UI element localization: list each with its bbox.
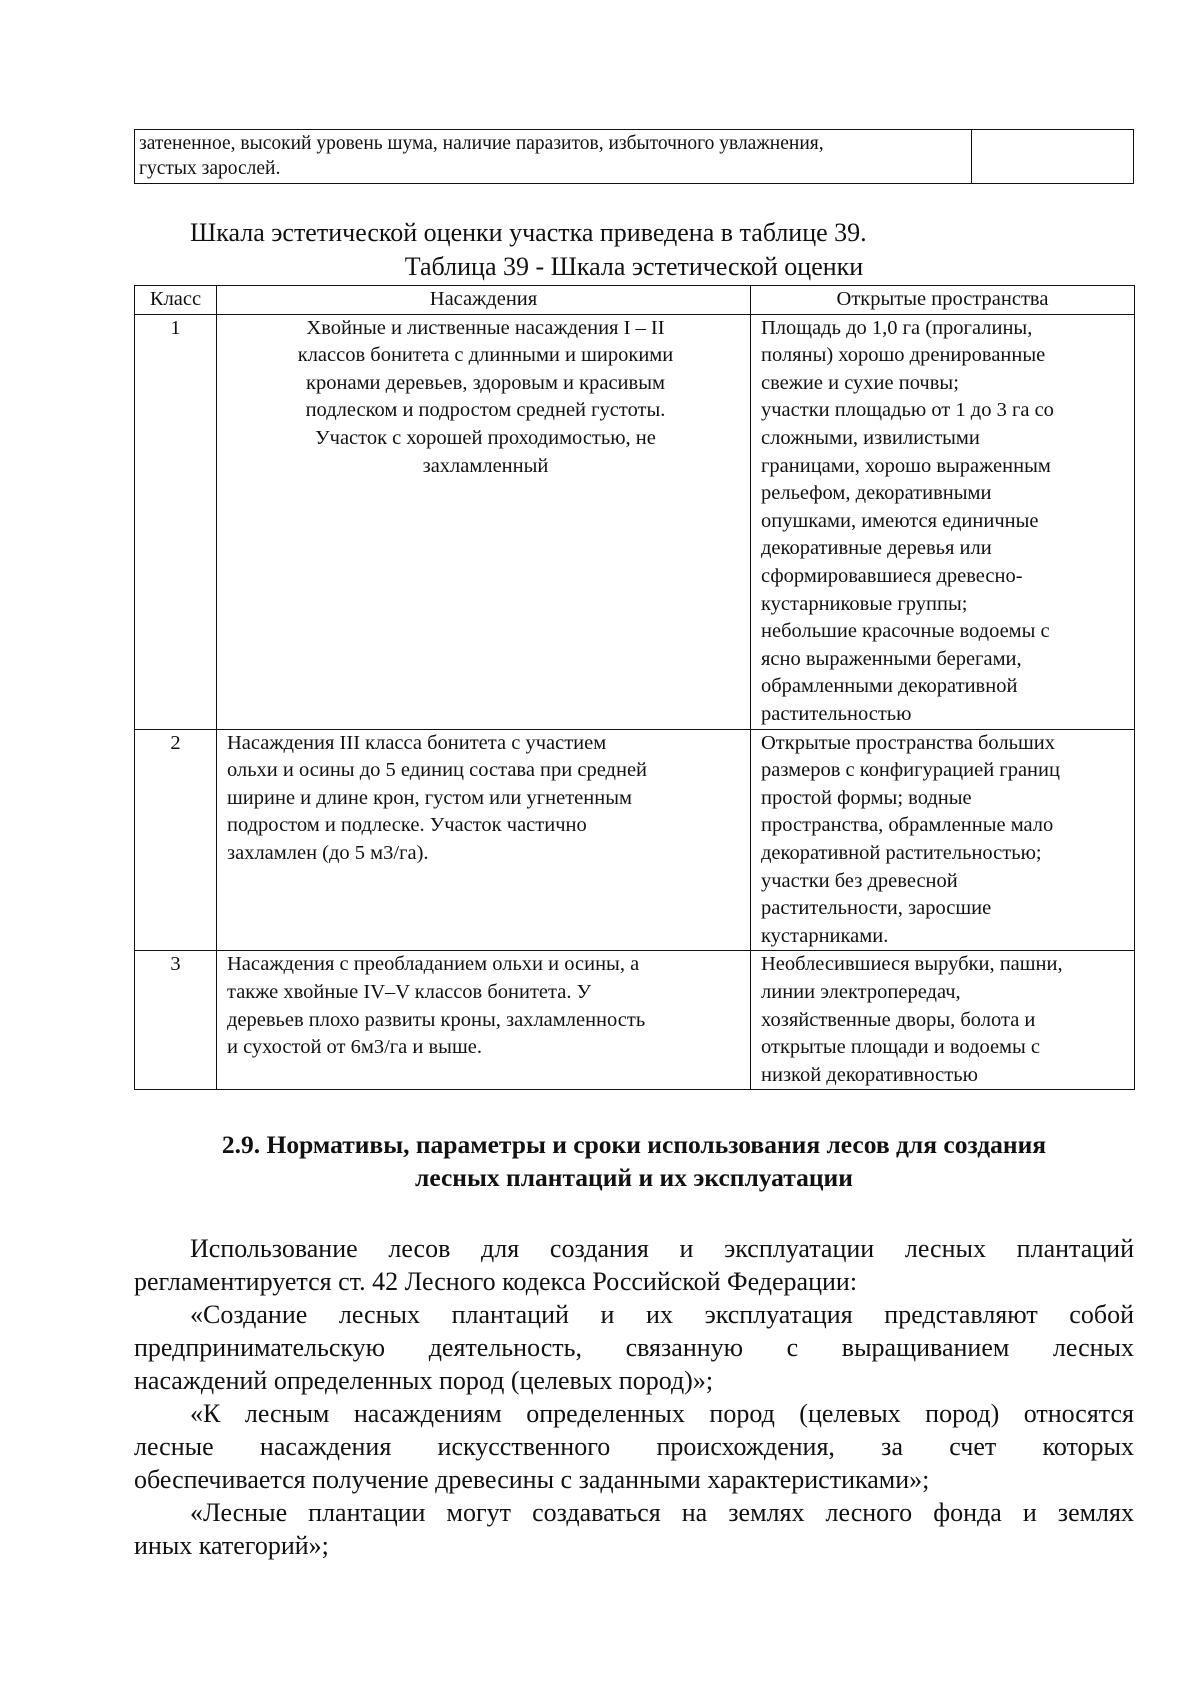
header-class: Класс bbox=[135, 286, 217, 315]
table-row bbox=[135, 951, 1135, 1090]
cell-line: Насаждения с преобладанием ольхи и осины, а bbox=[227, 953, 640, 976]
cell-line: пространства, обрамленные мало bbox=[761, 814, 1054, 837]
cell-line: густых зарослей. bbox=[139, 158, 281, 179]
cell-line: обрамленными декоративной bbox=[761, 675, 1018, 698]
cell-line: Открытые пространства больших bbox=[761, 731, 1055, 754]
cell-line: декоративные деревья или bbox=[761, 537, 992, 560]
table-row bbox=[135, 130, 1134, 184]
cell-line: хозяйственные дворы, болота и bbox=[761, 1008, 1036, 1031]
class-cell: 3 bbox=[135, 951, 217, 1090]
cell-line: Необлесившиеся вырубки, пашни, bbox=[761, 953, 1063, 976]
cell-line: ольхи и осины до 5 единиц состава при средней bbox=[227, 759, 648, 782]
cell-line: Участок с хорошей проходимостью, не bbox=[315, 426, 656, 449]
text-line: лесные насаждения искусственного происхождения, за счет которых bbox=[134, 1432, 1134, 1461]
cell-line: размеров с конфигурацией границ bbox=[761, 759, 1060, 782]
open-spaces-cell bbox=[751, 314, 1135, 729]
section-heading bbox=[134, 1128, 1134, 1194]
cell-line: опушками, имеются единичные bbox=[761, 509, 1039, 532]
text-line: Использование лесов для создания и эксплуатации лесных плантаций bbox=[190, 1234, 1134, 1263]
cell-line: Площадь до 1,0 га (прогалины, bbox=[761, 316, 1033, 339]
cell-line: Насаждения III класса бонитета с участием bbox=[227, 731, 607, 754]
cell-line: кустарниками. bbox=[761, 924, 889, 947]
aesthetic-scale-table bbox=[134, 285, 1135, 1090]
paragraph bbox=[134, 1298, 1134, 1397]
header-plantings: Насаждения bbox=[217, 286, 751, 315]
plantings-cell bbox=[217, 729, 751, 951]
cell-line: низкой декоративностью bbox=[761, 1063, 978, 1086]
cell-line: захламлен (до 5 м3/га). bbox=[227, 841, 429, 864]
table-row bbox=[135, 314, 1135, 729]
cell-line: небольшие красочные водоемы с bbox=[761, 620, 1050, 643]
table-caption: Таблица 39 - Шкала эстетической оценки bbox=[404, 252, 864, 281]
cell-line: подростом и подлеске. Участок частично bbox=[227, 814, 587, 837]
cell-line: свежие и сухие почвы; bbox=[761, 371, 959, 394]
cell-line: кустарниковые группы; bbox=[761, 592, 968, 615]
text-line: предпринимательскую деятельность, связанную с выращиванием лесных bbox=[134, 1333, 1134, 1362]
cell-line: сложными, извилистыми bbox=[761, 426, 980, 449]
cell-line: границами, хорошо выраженным bbox=[761, 454, 1051, 477]
cell-line: участки без древесной bbox=[761, 869, 958, 892]
continuation-table bbox=[134, 129, 1134, 184]
body-text bbox=[134, 1232, 1134, 1562]
text-line: регламентируется ст. 42 Лесного кодекса Российской Федерации: bbox=[134, 1267, 858, 1296]
cell-line: сформировавшиеся древесно- bbox=[761, 564, 1023, 587]
heading-line: 2.9. Нормативы, параметры и сроки использования лесов для создания bbox=[221, 1130, 1047, 1159]
open-spaces-cell bbox=[751, 951, 1135, 1090]
cell-line: ширине и длине крон, густом или угнетенным bbox=[227, 786, 632, 809]
cell-line: ясно выраженными берегами, bbox=[761, 647, 1022, 670]
cell-line: классов бонитета с длинными и широкими bbox=[297, 344, 674, 367]
empty-table-cell bbox=[971, 130, 1133, 184]
cell-line: простой формы; водные bbox=[761, 786, 972, 809]
header-open-spaces: Открытые пространства bbox=[751, 286, 1135, 315]
plantings-cell bbox=[217, 951, 751, 1090]
cell-line: подлеском и подростом средней густоты. bbox=[305, 399, 666, 422]
table-cell bbox=[135, 130, 972, 184]
cell-line: рельефом, декоративными bbox=[761, 482, 992, 505]
table-header-row bbox=[135, 286, 1135, 315]
paragraph bbox=[134, 1397, 1134, 1496]
intro-sentence: Шкала эстетической оценки участка приведена в таблице 39. bbox=[190, 218, 867, 247]
text-line: «Создание лесных плантаций и их эксплуатация представляют собой bbox=[190, 1300, 1134, 1329]
cell-line: Хвойные и лиственные насаждения I – II bbox=[306, 316, 665, 339]
cell-line: поляны) хорошо дренированные bbox=[761, 344, 1046, 367]
cell-line: участки площадью от 1 до 3 га со bbox=[761, 399, 1054, 422]
text-line: иных категорий»; bbox=[134, 1531, 329, 1560]
class-cell: 2 bbox=[135, 729, 217, 951]
cell-line: также хвойные IV–V классов бонитета. У bbox=[227, 980, 592, 1003]
text-line: насаждений определенных пород (целевых пород)»; bbox=[134, 1366, 714, 1395]
table-row bbox=[135, 729, 1135, 951]
paragraph bbox=[134, 1496, 1134, 1562]
cell-line: растительности, заросшие bbox=[761, 897, 992, 920]
class-cell: 1 bbox=[135, 314, 217, 729]
heading-line: лесных плантаций и их эксплуатации bbox=[415, 1163, 853, 1192]
cell-line: линии электропередач, bbox=[761, 980, 961, 1003]
plantings-cell bbox=[217, 314, 751, 729]
cell-line: и сухостой от 6м3/га и выше. bbox=[227, 1036, 482, 1059]
cell-line: открытые площади и водоемы с bbox=[761, 1036, 1041, 1059]
cell-line: растительностью bbox=[761, 702, 912, 725]
cell-line: захламленный bbox=[422, 454, 549, 477]
cell-line: декоративной растительностью; bbox=[761, 841, 1042, 864]
cell-line: кронами деревьев, здоровым и красивым bbox=[306, 371, 665, 394]
cell-line: затененное, высокий уровень шума, наличие паразитов, избыточного увлажнения, bbox=[139, 133, 824, 154]
text-line: обеспечивается получение древесины с заданными характеристиками»; bbox=[134, 1465, 930, 1494]
cell-line: деревьев плохо развиты кроны, захламленность bbox=[227, 1008, 646, 1031]
paragraph bbox=[134, 1232, 1134, 1298]
text-line: «К лесным насаждениям определенных пород (целевых пород) относятся bbox=[190, 1399, 1134, 1428]
open-spaces-cell bbox=[751, 729, 1135, 951]
text-line: «Лесные плантации могут создаваться на землях лесного фонда и землях bbox=[190, 1498, 1134, 1527]
